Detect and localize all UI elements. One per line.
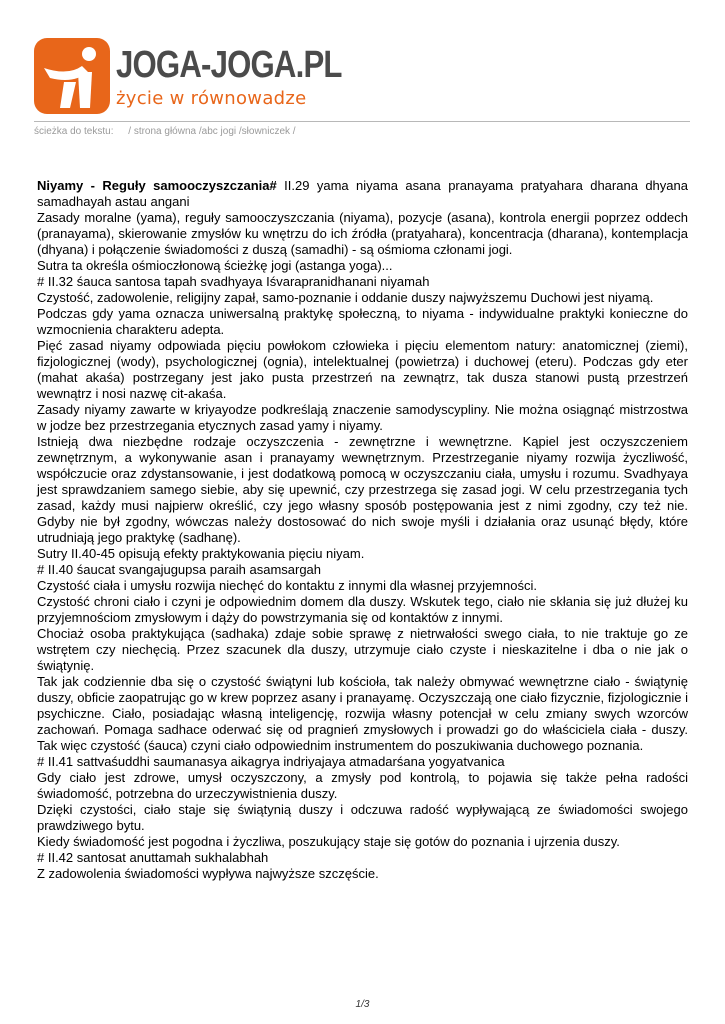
site-tagline: życie w równowadze — [116, 88, 307, 109]
sutra-heading: # II.41 sattvaśuddhi saumanasya aikagrya indriyajaya atmadarśana yogyatvanica — [37, 754, 505, 769]
paragraph: Chociaż osoba praktykująca (sadhaka) zdaje sobie sprawę z nietrwałości swego ciała, to nie traktuje go ze wstrętem czy niechęcią. Przez szacunek dla duszy, utrzymuje ciało czyste i nieskazitelne i dba o nie jak o świątynię. — [37, 626, 688, 673]
article-title: Niyamy - Reguły samooczyszczania# — [37, 178, 277, 193]
paragraph: Podczas gdy yama oznacza uniwersalną praktykę społeczną, to niyama - indywidualne praktyki konieczne do wzmocnienia charakteru adepta. — [37, 306, 688, 337]
header-divider — [34, 121, 690, 122]
site-logo[interactable] — [34, 38, 342, 114]
paragraph: Zasady moralne (yama), reguły samooczyszczania (niyama), pozycje (asana), kontrola energii poprzez oddech (pranayama), skierowanie zmysłów ku wnętrzu do ich źródła (pratyahara), koncentracja (dharana), kontemplacja (dhyana) i połączenie świadomości z duszą (samadhi) - są ośmioma członami jogi. — [37, 210, 688, 257]
yoga-figure-icon — [34, 38, 110, 114]
sutra-heading: # II.42 santosat anuttamah sukhalabhah — [37, 850, 269, 865]
sutra-heading: # II.40 śaucat svangajugupsa paraih asamsargah — [37, 562, 322, 577]
breadcrumb — [34, 126, 296, 137]
paragraph: Zasady niyamy zawarte w kriyayodze podkreślają znaczenie samodyscypliny. Nie można osiągnąć mistrzostwa w jodze bez przestrzegania etycznych zasad yamy i niyamy. — [37, 402, 688, 433]
paragraph: Kiedy świadomość jest pogodna i życzliwa, poszukujący staje się gotów do poznania i ujrzenia duszy. — [37, 834, 620, 849]
site-name: JOGA-JOGA.PL — [116, 44, 342, 86]
paragraph: Czystość ciała i umysłu rozwija niechęć do kontaktu z innymi dla własnej przyjemności. — [37, 578, 537, 593]
paragraph: Pięć zasad niyamy odpowiada pięciu powłokom człowieka i pięciu elementom natury: anatomicznej (ziemi), fizjologicznej (wody), psychologicznej (ognia), intelektualnej (powietrza) i duchowej (eteru). Podczas gdy eter (mahat akaśa) postrzegany jest jako pusta przestrzeń na zewnątrz, tak dusza stanowi pustą przestrzeń wewnątrz i nosi nazwę cit-akaśa. — [37, 338, 688, 401]
page-number: 1/3 — [355, 999, 370, 1010]
paragraph: Czystość chroni ciało i czyni je odpowiednim domem dla duszy. Wskutek tego, ciało nie skłania się już dłużej ku przyjemnościom zmysłowym i dąży do powstrzymania się od kontaktów z innymi. — [37, 594, 688, 625]
breadcrumb-label: ścieżka do tekstu: — [34, 126, 114, 137]
paragraph: Istnieją dwa niezbędne rodzaje oczyszczenia - zewnętrzne i wewnętrzne. Kąpiel jest oczyszczeniem zewnętrznym, a wykonywanie asan i pranayamy wewnętrznym. Przestrzeganie niyamy rozwija życzliwość, współczucie oraz zdystansowanie, i jest dodatkową pomocą w oczyszczaniu ciała, umysłu i rozumu. Svadhyaya jest sprawdzaniem samego siebie, aby się upewnić, czy przestrzega się zasad jogi. W celu przestrzegania tych zasad, każdy musi najpierw określić, czy jego własny sposób postępowania jest z nimi zgodny, czy też nie. Gdyby nie był zgodny, wówczas należy dostosować do nich swoje myśli i działania oraz usunąć błędy, które utrudniają jego praktykę (sadhanę). — [37, 434, 688, 545]
paragraph: Dzięki czystości, ciało staje się świątynią duszy i odczuwa radość wypływającą ze świadomości swojego prawdziwego bytu. — [37, 802, 688, 833]
paragraph: Sutra ta określa ośmioczłonową ścieżkę jogi (astanga yoga)... — [37, 258, 393, 273]
article-intro — [37, 178, 688, 210]
breadcrumb-path[interactable]: / strona główna /abc jogi /słowniczek / — [128, 126, 296, 137]
paragraph: II.29 yama niyama asana pranayama pratyahara dharana dhyana samadhayah astau angani — [37, 178, 688, 209]
paragraph: Czystość, zadowolenie, religijny zapał, samo-poznanie i oddanie duszy najwyższemu Duchowi jest niyamą. — [37, 290, 654, 305]
paragraph: Gdy ciało jest zdrowe, umysł oczyszczony, a zmysły pod kontrolą, to pojawia się także pełna radości świadomość, potrzebna do urzeczywistnienia duszy. — [37, 770, 688, 801]
paragraph: Z zadowolenia świadomości wypływa najwyższe szczęście. — [37, 866, 379, 881]
paragraph: Tak jak codziennie dba się o czystość świątyni lub kościoła, tak należy obmywać wewnętrzne ciało - świątynię duszy, obficie zaopatrując go w krew poprzez asany i pranayamę. Oczyszczają one ciało fizycznie, fizjologicznie i psychiczne. Ciało, posiadając własną inteligencję, rozwija własny potencjał w celu zmiany swych wzorców zachowań. Pomaga sadhace oderwać się od pragnień zmysłowych i prowadzi go do właściciela ciała - duszy. Tak więc czystość (śauca) czyni ciało odpowiednim instrumentem do poszukiwania duchowego poznania. — [37, 674, 688, 753]
article-body — [37, 178, 688, 882]
paragraph: Sutry II.40-45 opisują efekty praktykowania pięciu niyam. — [37, 546, 365, 561]
sutra-heading: # II.32 śauca santosa tapah svadhyaya Iśvarapranidhanani niyamah — [37, 274, 430, 289]
